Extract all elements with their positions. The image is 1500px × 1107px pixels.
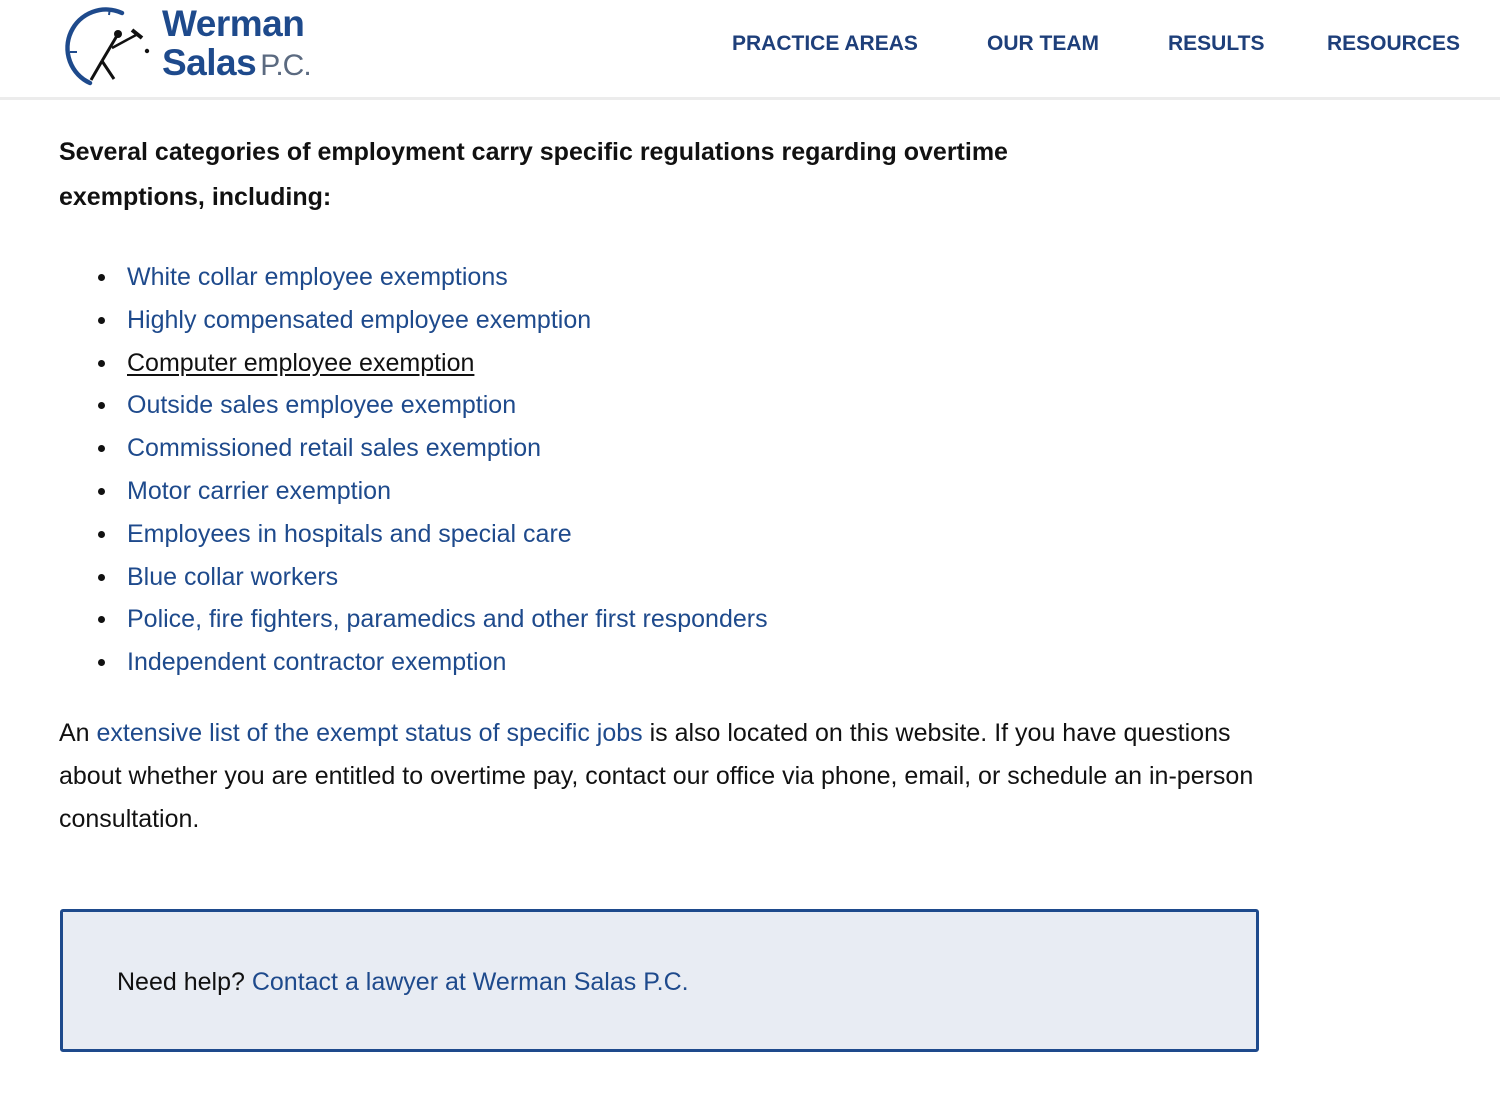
list-item	[99, 470, 768, 513]
exemption-link-motor-carrier[interactable]: Motor carrier exemption	[127, 476, 391, 505]
help-text	[117, 965, 689, 999]
nav-resources[interactable]: RESOURCES	[1327, 32, 1461, 55]
closing-paragraph	[59, 712, 1259, 841]
closing-suffix: is also located on this website. If you have questions about whether you are entitled to overtime pay, contact our office via phone, email, or schedule an in-person consultation.	[59, 719, 1254, 833]
bullet-icon	[98, 274, 105, 281]
contact-lawyer-link[interactable]: Contact a lawyer at Werman Salas P.C.	[251, 968, 689, 996]
list-item	[99, 299, 768, 342]
exemption-link-computer[interactable]: Computer employee exemption	[127, 348, 475, 377]
list-item	[99, 641, 768, 684]
intro-paragraph: Several categories of employment carry specific regulations regarding overtime exemptions, including:	[59, 138, 1008, 211]
list-item	[99, 384, 768, 427]
bullet-icon	[98, 445, 105, 452]
exemption-link-blue-collar[interactable]: Blue collar workers	[127, 562, 339, 591]
nav-results[interactable]: RESULTS	[1168, 32, 1265, 55]
help-prompt: Need help?	[117, 968, 245, 996]
exempt-jobs-list-link[interactable]: extensive list of the exempt status of specific jobs	[96, 719, 643, 747]
nav-our-team[interactable]: OUR TEAM	[987, 32, 1099, 55]
exemption-link-hospitals[interactable]: Employees in hospitals and special care	[127, 519, 572, 548]
nav-practice-areas[interactable]: PRACTICE AREAS	[732, 32, 918, 55]
logo-name-salas: Salas	[162, 42, 257, 83]
bullet-icon	[98, 659, 105, 666]
exemption-link-independent-contractor[interactable]: Independent contractor exemption	[127, 648, 507, 677]
main-nav	[0, 30, 1500, 60]
help-callout	[60, 909, 1259, 1052]
logo-name-line1: Werman	[162, 3, 305, 44]
exemption-link-first-responders[interactable]: Police, fire fighters, paramedics and other first responders	[127, 605, 768, 634]
closing-prefix: An	[59, 719, 97, 747]
bullet-icon	[98, 360, 105, 367]
bullet-icon	[98, 574, 105, 581]
exemption-link-outside-sales[interactable]: Outside sales employee exemption	[127, 391, 517, 420]
exemptions-list	[99, 256, 768, 684]
exemption-link-white-collar[interactable]: White collar employee exemptions	[127, 263, 508, 291]
bullet-icon	[98, 616, 105, 623]
list-item	[99, 427, 768, 470]
list-item	[99, 256, 768, 299]
list-item	[99, 598, 768, 641]
article-content	[59, 130, 1259, 833]
bullet-icon	[98, 317, 105, 324]
logo-suffix: P.C.	[260, 49, 311, 82]
list-item	[99, 513, 768, 556]
bullet-icon	[98, 531, 105, 538]
list-item	[99, 556, 768, 599]
exemption-link-highly-compensated[interactable]: Highly compensated employee exemption	[127, 305, 592, 334]
bullet-icon	[98, 402, 105, 409]
list-item	[99, 342, 768, 385]
bullet-icon	[98, 488, 105, 495]
exemption-link-commissioned-retail[interactable]: Commissioned retail sales exemption	[127, 434, 542, 463]
site-header	[0, 0, 1500, 100]
